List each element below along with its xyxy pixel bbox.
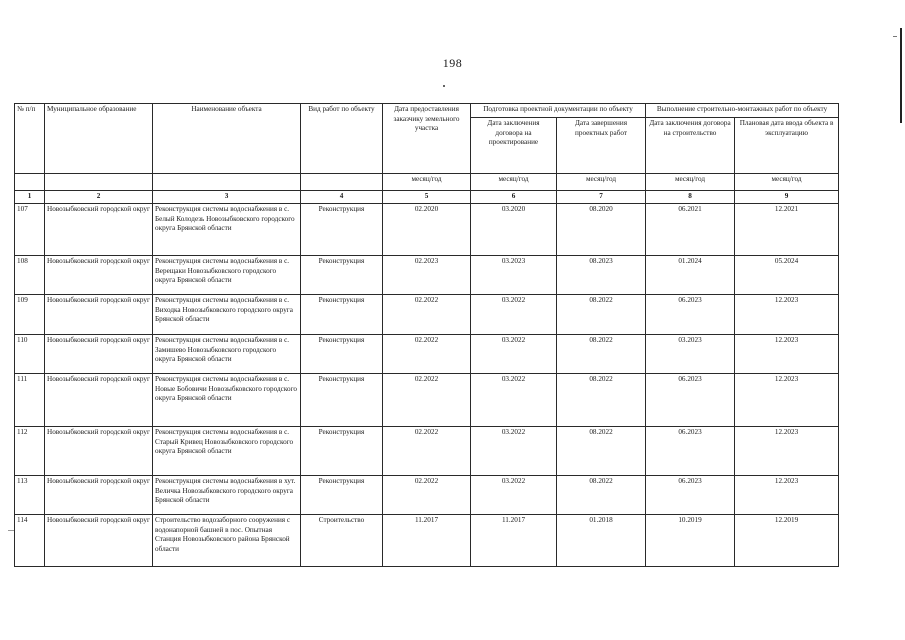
row-land-date: 11.2017 <box>383 515 471 567</box>
header-col-number: № п/п <box>15 104 45 174</box>
row-work-type: Строительство <box>301 515 383 567</box>
row-design-finish: 01.2018 <box>557 515 646 567</box>
row-design-contract: 03.2022 <box>471 476 557 515</box>
header-col-object: Наименование объекта <box>153 104 301 174</box>
header-col-design-contract: Дата заключения договора на проектирование <box>471 118 557 174</box>
row-build-contract: 06.2023 <box>646 427 735 476</box>
row-object: Реконструкция системы водоснабжения в с. Белый Колодезь Новозыбковского городского округа Брянской области <box>153 204 301 256</box>
row-work-type: Реконструкция <box>301 256 383 295</box>
column-number: 7 <box>557 191 646 204</box>
row-commissioning: 12.2023 <box>735 374 839 427</box>
row-land-date: 02.2023 <box>383 256 471 295</box>
unit-cell: месяц/год <box>557 174 646 191</box>
row-land-date: 02.2022 <box>383 476 471 515</box>
row-commissioning: 12.2023 <box>735 335 839 374</box>
row-design-contract: 03.2022 <box>471 335 557 374</box>
row-object: Реконструкция системы водоснабжения в с. Замишево Новозыбковского городского округа Брянской области <box>153 335 301 374</box>
row-number: 112 <box>15 427 45 476</box>
row-municipality: Новозыбковский городской округ <box>45 476 153 515</box>
column-number: 5 <box>383 191 471 204</box>
row-municipality: Новозыбковский городской округ <box>45 256 153 295</box>
scan-speck <box>443 85 445 87</box>
construction-schedule-table <box>14 103 839 567</box>
row-municipality: Новозыбковский городской округ <box>45 295 153 335</box>
unit-cell-empty <box>301 174 383 191</box>
row-work-type: Реконструкция <box>301 374 383 427</box>
row-design-finish: 08.2022 <box>557 427 646 476</box>
unit-cell: месяц/год <box>471 174 557 191</box>
row-design-contract: 03.2022 <box>471 295 557 335</box>
table-row <box>15 515 839 567</box>
row-build-contract: 03.2023 <box>646 335 735 374</box>
row-land-date: 02.2022 <box>383 295 471 335</box>
column-number: 2 <box>45 191 153 204</box>
row-object: Реконструкция системы водоснабжения в с. Виходка Новозыбковского городского округа Брянской области <box>153 295 301 335</box>
row-municipality: Новозыбковский городской округ <box>45 204 153 256</box>
row-municipality: Новозыбковский городской округ <box>45 335 153 374</box>
header-col-design-finish: Дата завершения проектных работ <box>557 118 646 174</box>
header-group-construction: Выполнение строительно-монтажных работ по объекту <box>646 104 839 118</box>
row-commissioning: 12.2023 <box>735 427 839 476</box>
row-build-contract: 06.2023 <box>646 374 735 427</box>
unit-cell: месяц/год <box>383 174 471 191</box>
row-design-contract: 03.2022 <box>471 427 557 476</box>
unit-cell-empty <box>15 174 45 191</box>
scan-edge-mark <box>893 36 897 37</box>
header-col-work-type: Вид работ по объекту <box>301 104 383 174</box>
table-row <box>15 335 839 374</box>
row-number: 110 <box>15 335 45 374</box>
row-design-contract: 03.2023 <box>471 256 557 295</box>
row-object: Реконструкция системы водоснабжения в с. Старый Кривец Новозыбковского городского округа Брянской области <box>153 427 301 476</box>
column-number: 1 <box>15 191 45 204</box>
row-work-type: Реконструкция <box>301 427 383 476</box>
row-number: 114 <box>15 515 45 567</box>
row-municipality: Новозыбковский городской округ <box>45 427 153 476</box>
row-municipality: Новозыбковский городской округ <box>45 374 153 427</box>
table-row <box>15 295 839 335</box>
table-row <box>15 256 839 295</box>
row-build-contract: 06.2023 <box>646 295 735 335</box>
row-design-finish: 08.2022 <box>557 476 646 515</box>
row-municipality: Новозыбковский городской округ <box>45 515 153 567</box>
table-row <box>15 476 839 515</box>
row-design-finish: 08.2023 <box>557 256 646 295</box>
unit-cell: месяц/год <box>646 174 735 191</box>
unit-cell: месяц/год <box>735 174 839 191</box>
header-col-land-date: Дата предоставления заказчику земельного участка <box>383 104 471 174</box>
row-commissioning: 05.2024 <box>735 256 839 295</box>
table-row <box>15 427 839 476</box>
row-number: 107 <box>15 204 45 256</box>
table-row <box>15 204 839 256</box>
row-design-finish: 08.2022 <box>557 335 646 374</box>
row-object: Реконструкция системы водоснабжения в с. Новые Бобовичи Новозыбковского городского округа Брянской области <box>153 374 301 427</box>
row-build-contract: 01.2024 <box>646 256 735 295</box>
row-work-type: Реконструкция <box>301 204 383 256</box>
page-number: 198 <box>442 56 463 70</box>
row-object: Реконструкция системы водоснабжения в хут. Величка Новозыбковского городского округа Брянской области <box>153 476 301 515</box>
row-build-contract: 06.2023 <box>646 476 735 515</box>
unit-cell-empty <box>153 174 301 191</box>
row-number: 113 <box>15 476 45 515</box>
table-row <box>15 374 839 427</box>
row-design-contract: 03.2022 <box>471 374 557 427</box>
row-commissioning: 12.2023 <box>735 476 839 515</box>
scan-edge-line <box>900 28 902 123</box>
column-number: 3 <box>153 191 301 204</box>
row-object: Строительство водозаборного сооружения с водонапорной башней в пос. Опытная Станция Новозыбковского района Брянской области <box>153 515 301 567</box>
row-number: 108 <box>15 256 45 295</box>
row-land-date: 02.2022 <box>383 374 471 427</box>
unit-cell-empty <box>45 174 153 191</box>
header-col-municipality: Муниципальное образование <box>45 104 153 174</box>
column-number: 4 <box>301 191 383 204</box>
row-commissioning: 12.2019 <box>735 515 839 567</box>
row-design-finish: 08.2020 <box>557 204 646 256</box>
row-work-type: Реконструкция <box>301 335 383 374</box>
column-number: 6 <box>471 191 557 204</box>
row-land-date: 02.2022 <box>383 335 471 374</box>
row-design-finish: 08.2022 <box>557 374 646 427</box>
row-work-type: Реконструкция <box>301 295 383 335</box>
row-number: 109 <box>15 295 45 335</box>
row-land-date: 02.2020 <box>383 204 471 256</box>
row-number: 111 <box>15 374 45 427</box>
row-build-contract: 10.2019 <box>646 515 735 567</box>
row-object: Реконструкция системы водоснабжения в с. Верещаки Новозыбковского городского округа Брянской области <box>153 256 301 295</box>
header-col-commissioning: Плановая дата ввода объекта в эксплуатацию <box>735 118 839 174</box>
header-group-design: Подготовка проектной документации по объекту <box>471 104 646 118</box>
row-commissioning: 12.2023 <box>735 295 839 335</box>
row-design-contract: 11.2017 <box>471 515 557 567</box>
column-number: 9 <box>735 191 839 204</box>
header-col-build-contract: Дата заключения договора на строительство <box>646 118 735 174</box>
row-build-contract: 06.2021 <box>646 204 735 256</box>
row-design-contract: 03.2020 <box>471 204 557 256</box>
row-commissioning: 12.2021 <box>735 204 839 256</box>
column-number: 8 <box>646 191 735 204</box>
row-work-type: Реконструкция <box>301 476 383 515</box>
row-design-finish: 08.2022 <box>557 295 646 335</box>
row-land-date: 02.2022 <box>383 427 471 476</box>
